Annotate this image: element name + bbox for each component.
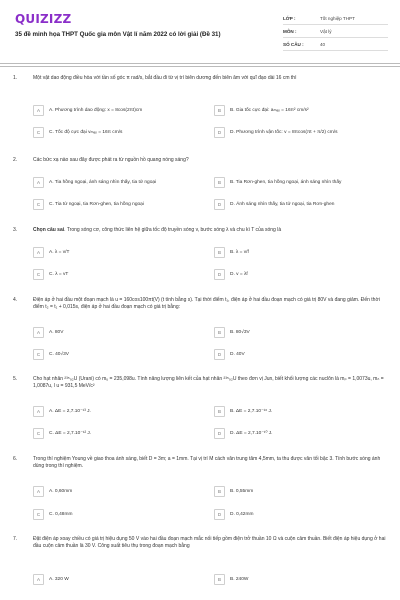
document-title: 35 đề minh họa THPT Quốc gia môn Vật lí năm 2022 có lời giải (Đề 31) (15, 31, 221, 38)
option-text: B. ΔE = 2,7.10⁻¹⁶ J. (230, 409, 273, 414)
question-text-rest: . Trong sóng cơ, công thức liên hệ giữa tốc độ truyền sóng v, bước sóng λ và chu kì T của sóng là (64, 227, 282, 233)
question-number: 6. (13, 456, 18, 462)
option-letter-box: B (214, 177, 225, 188)
option-d[interactable] (214, 428, 272, 439)
option-letter-box: B (214, 574, 225, 585)
option-letter-box: B (214, 105, 225, 116)
option-letter-box: B (214, 327, 225, 338)
option-a[interactable] (33, 105, 142, 116)
option-c[interactable] (33, 127, 122, 138)
option-letter-box: C (33, 127, 44, 138)
question-number: 4. (13, 297, 18, 303)
option-text: D. v = λf (230, 272, 248, 277)
option-letter-box: A (33, 247, 44, 258)
option-text: B. 240W (230, 577, 249, 582)
option-b[interactable] (214, 574, 248, 585)
option-a[interactable] (33, 327, 63, 338)
meta-table (283, 12, 388, 51)
option-text: B. 80√3V (230, 330, 250, 335)
option-letter-box: A (33, 105, 44, 116)
option-text: D. Ánh sáng nhìn thấy, tia tử ngoại, tia Rơn-ghen (230, 202, 335, 207)
option-text: C. Tốc độ cực đại vₘₐₓ = 16π cm/s (49, 130, 123, 135)
option-a[interactable] (33, 406, 91, 417)
question-text: Cho hạt nhân ²³⁵₉₂U (Urani) có mᵤ = 235,098u. Tính năng lượng liên kết của hạt nhân ²³⁵₉₂U theo đơn vị Jun, biết khối lượng các nuclôn là mₚ = 1,0073u, mₙ = 1,0087u, l u = 931,5 MeV/c² (33, 376, 384, 390)
option-letter-box: B (214, 247, 225, 258)
option-letter-box: C (33, 428, 44, 439)
option-text: D. ΔE = 2,7.10⁻¹⁰ J. (230, 431, 273, 436)
question-number: 1. (13, 75, 18, 81)
option-letter-box: A (33, 406, 44, 417)
meta-label: LỚP : (283, 15, 296, 21)
option-text: D. Phương trình vận tốc: v = 8πcos(πt + π/2) cm/s (230, 130, 338, 135)
meta-label: SỐ CÂU : (283, 41, 304, 47)
option-b[interactable] (214, 177, 341, 188)
option-letter-box: D (214, 199, 225, 210)
option-letter-box: D (214, 428, 225, 439)
option-a[interactable] (33, 486, 72, 497)
question-text: Trong thí nghiệm Young về giao thoa ánh sáng, biết D = 3m; a = 1mm. Tại vị trí M cách vân trung tâm 4,5mm, ta thu được vân tối bậc 3. Tính bước sóng ánh dùng trong thí nghiệm. (33, 456, 381, 470)
option-b[interactable] (214, 247, 249, 258)
option-letter-box: C (33, 199, 44, 210)
option-text: B. λ = v/f (230, 250, 249, 255)
option-letter-box: A (33, 486, 44, 497)
quizizz-logo: QUIZIZZ (15, 12, 72, 26)
option-b[interactable] (214, 327, 250, 338)
option-text: A. Tia hồng ngoại, ánh sáng nhìn thấy, tia tử ngoại (49, 180, 157, 185)
option-text: C. λ = vT (49, 272, 69, 277)
question-number: 5. (13, 376, 18, 382)
option-c[interactable] (33, 349, 69, 360)
option-c[interactable] (33, 269, 68, 280)
option-a[interactable] (33, 247, 69, 258)
option-c[interactable] (33, 509, 72, 520)
option-text: A. 320 W (49, 577, 69, 582)
option-text: C. Tia tử ngoại, tia Rơn-ghen, tia hồng ngoại (49, 202, 144, 207)
option-text: D. 40V (230, 352, 245, 357)
option-text: B. Tia Rơn-ghen, tia hồng ngoại, ánh sáng nhìn thấy (230, 180, 342, 185)
option-b[interactable] (214, 105, 309, 116)
header-divider-secondary (0, 66, 400, 67)
meta-row-class (283, 12, 388, 25)
option-d[interactable] (214, 349, 245, 360)
meta-value: Vật lý (320, 28, 332, 34)
option-letter-box: C (33, 269, 44, 280)
option-letter-box: C (33, 349, 44, 360)
meta-row-count (283, 38, 388, 51)
option-d[interactable] (214, 127, 337, 138)
option-text: A. Phương trình dao động: x = 8cos(2πt)cm (49, 108, 143, 113)
question-number: 7. (13, 536, 18, 542)
option-c[interactable] (33, 199, 144, 210)
option-text: C. ΔE = 2,7.10⁻¹² J. (49, 431, 92, 436)
option-text: B. Gia tốc cực đại: aₘₐₓ = 16π² cm/s² (230, 108, 309, 113)
option-text: D. 0,42mm (230, 512, 254, 517)
option-letter-box: B (214, 486, 225, 497)
meta-value: 40 (320, 41, 326, 47)
question-number: 3. (13, 227, 18, 233)
header-divider (0, 63, 400, 64)
option-a[interactable] (33, 574, 69, 585)
option-d[interactable] (214, 269, 248, 280)
option-letter-box: A (33, 574, 44, 585)
option-d[interactable] (214, 509, 253, 520)
meta-row-subject (283, 25, 388, 38)
option-letter-box: D (214, 269, 225, 280)
option-d[interactable] (214, 199, 334, 210)
question-text: Một vật dao động điều hòa với tần số góc π rad/s, bắt đầu đi từ vị trí biên dương đến biên âm với quĩ đạo dài 16 cm thì (33, 75, 297, 81)
page-header (0, 0, 400, 64)
option-c[interactable] (33, 428, 91, 439)
option-text: B. 0,55mm (230, 489, 254, 494)
meta-value: Tốt nghiệp THPT (320, 15, 355, 21)
option-letter-box: A (33, 177, 44, 188)
option-letter-box: C (33, 509, 44, 520)
question-emphasis: Chọn câu sai (33, 227, 65, 233)
option-text: A. 0,60mm (49, 489, 73, 494)
question-text (33, 227, 388, 234)
option-letter-box: D (214, 127, 225, 138)
option-letter-box: D (214, 349, 225, 360)
question-number: 2. (13, 157, 18, 163)
option-text: A. 80V (49, 330, 64, 335)
question-text: Điện áp ở hai đầu một đoạn mạch là u = 160cos100πt(V) (t tính bằng s). Tại thời điểm t₁, điện áp ở hai đầu đoạn mạch có giá trị 80V và đang giảm. Đến thời điểm t₂ = t₁ + 0,015s, điện áp ở hai đầu đoạn mạch có giá trị bằng: (33, 297, 380, 311)
meta-label: MÔN : (283, 28, 297, 34)
question-text: Các bức xạ nào sau đây được phát ra từ nguồn hồ quang nóng sáng? (33, 157, 189, 163)
option-letter-box: A (33, 327, 44, 338)
option-b[interactable] (214, 406, 272, 417)
option-text: A. λ = v/T (49, 250, 70, 255)
option-text: A. ΔE = 2,7.10⁻¹³ J. (49, 409, 91, 414)
option-a[interactable] (33, 177, 156, 188)
option-text: C. 0,48mm (49, 512, 73, 517)
option-letter-box: D (214, 509, 225, 520)
question-text: Đặt điện áp xoay chiều có giá trị hiệu dụng 50 V vào hai đầu đoạn mạch mắc nối tiếp gồm điện trở thuần 10 Ω và cuộn cảm thuần. Biết điện áp hiệu dụng ở hai đầu cuộn cảm thuần là 30 V. Công suất tiêu thụ trong đoạn mạch bằng (33, 536, 386, 550)
option-letter-box: B (214, 406, 225, 417)
option-text: C. 40√3V (49, 352, 69, 357)
option-b[interactable] (214, 486, 253, 497)
